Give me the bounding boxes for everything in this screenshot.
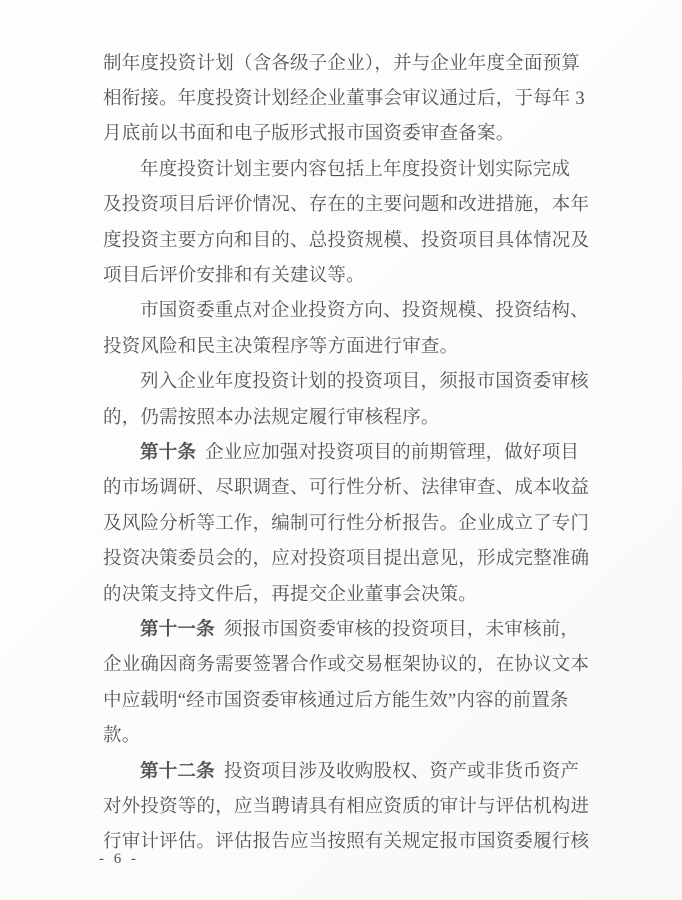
text-line-content: 投资项目涉及收购股权、资产或非货币资产 [223, 761, 580, 782]
text-line [103, 327, 589, 362]
text-line-content: 款。 [103, 726, 141, 747]
text-line-content: 的市场调研、尽职调查、可行性分析、法律审查、成本收益 [103, 478, 590, 499]
text-line-content: 列入企业年度投资计划的投资项目，须报市国资委审核 [140, 372, 589, 393]
text-line [103, 256, 589, 291]
text-line-content: 市国资委重点对企业投资方向、投资规模、投资结构、 [140, 301, 589, 322]
text-line-content: 项目后评价安排和有关建议等。 [103, 266, 365, 287]
text-line [103, 44, 589, 79]
text-line [103, 398, 589, 433]
text-line [103, 504, 589, 539]
page-number: - 6 - [99, 851, 139, 867]
text-line-content: 月底前以书面和电子版形式报市国资委审查备案。 [103, 124, 515, 145]
article-heading: 第十二条 [140, 761, 215, 782]
text-line-content: 企业应加强对投资项目的前期管理，做好项目 [205, 442, 580, 463]
text-line-content: 对外投资等的，应当聘请具有相应资质的审计与评估机构进 [103, 796, 590, 817]
text-line [103, 150, 589, 185]
text-line [103, 115, 589, 150]
text-line-content: 投资决策委员会的，应对投资项目提出意见，形成完整准确 [103, 549, 590, 570]
text-line-content: 制年度投资计划（含各级子企业），并与企业年度全面预算 [103, 53, 580, 74]
text-line [103, 363, 589, 398]
text-line [103, 823, 589, 858]
article-heading: 第十条 [140, 442, 197, 463]
document-body [103, 44, 589, 858]
text-line [103, 716, 589, 751]
text-line-content: 中应载明“经市国资委审核通过后方能生效”内容的前置条 [103, 690, 569, 711]
text-line-content: 行审计评估。评估报告应当按照有关规定报市国资委履行核 [103, 832, 590, 853]
text-line-content: 须报市国资委审核的投资项目，未审核前， [223, 619, 580, 640]
text-line-content: 度投资主要方向和目的、总投资规模、投资项目具体情况及 [103, 230, 590, 251]
text-line [103, 681, 589, 716]
text-line [103, 787, 589, 822]
text-line [103, 575, 589, 610]
text-line-content: 及投资项目后评价情况、存在的主要问题和改进措施，本年 [103, 195, 590, 216]
text-line [103, 469, 589, 504]
text-line [103, 186, 589, 221]
text-line [103, 610, 589, 645]
text-line-content: 的，仍需按照本办法规定履行审核程序。 [103, 407, 440, 428]
text-line-content: 的决策支持文件后，再提交企业董事会决策。 [103, 584, 478, 605]
text-line-content: 企业确因商务需要签署合作或交易框架协议的，在协议文本 [103, 655, 590, 676]
text-line [103, 292, 589, 327]
text-line [103, 221, 589, 256]
text-line [103, 752, 589, 787]
text-line-content: 及风险分析等工作，编制可行性分析报告。企业成立了专门 [103, 513, 590, 534]
text-line-content: 投资风险和民主决策程序等方面进行审查。 [103, 336, 459, 357]
text-line [103, 646, 589, 681]
text-line-content: 相衔接。年度投资计划经企业董事会审议通过后，于每年 3 [103, 89, 585, 110]
text-line [103, 433, 589, 468]
text-line [103, 79, 589, 114]
text-line [103, 539, 589, 574]
text-line-content: 年度投资计划主要内容包括上年度投资计划实际完成 [140, 159, 571, 180]
article-heading: 第十一条 [140, 619, 215, 640]
